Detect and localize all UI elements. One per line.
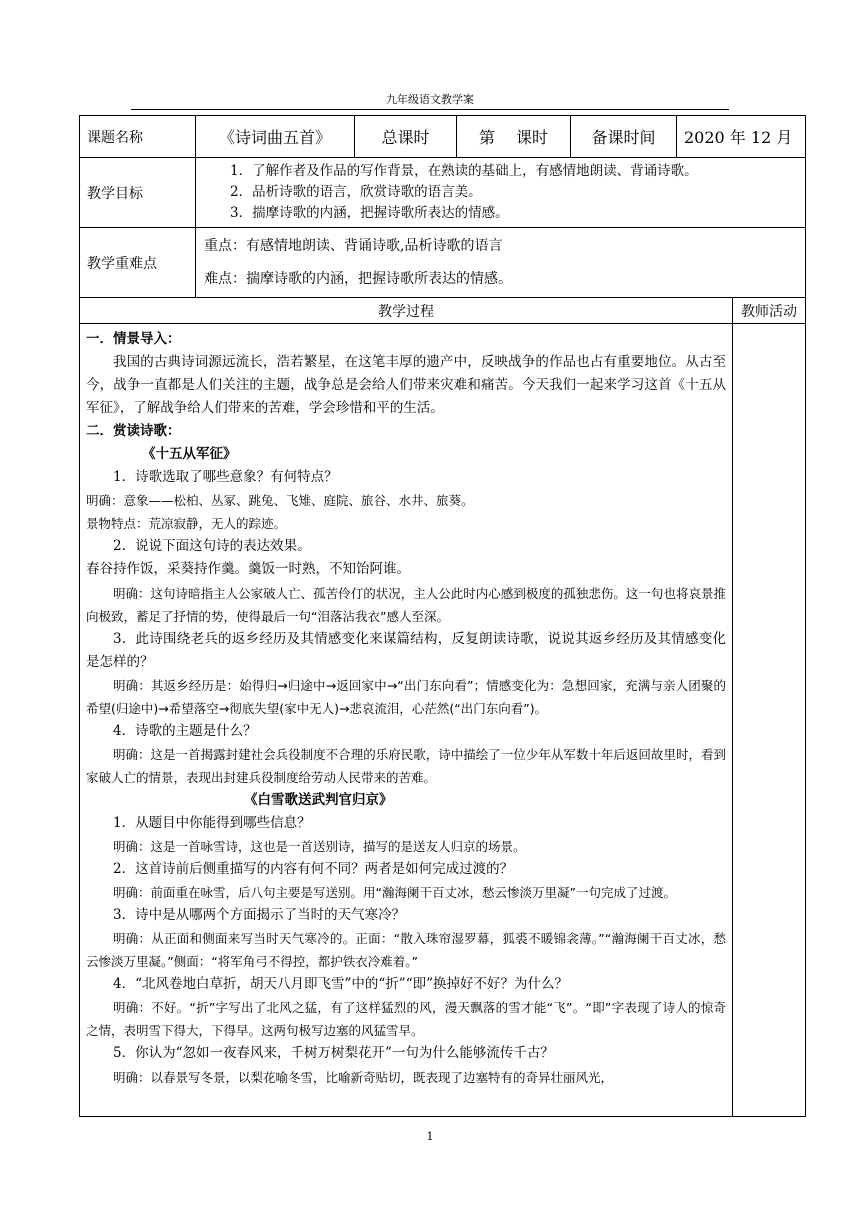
poem-title: 《白雪歌送武判官归京》	[244, 791, 393, 808]
focus-content	[196, 228, 806, 298]
title-value: 《诗词曲五首》	[196, 116, 355, 158]
question: 4．“北风卷地白草折，胡天八月即飞雪”中的“折”“即”换掉好不好？为什么？	[113, 976, 568, 993]
paragraph: 我国的古典诗词源远流长，浩若繁星，在这笔丰厚的遗产中，反映战争的作品也占有重要地位。从古至今，战争一直都是人们关注的主题，战争总是会给人们带来灾难和痛苦。今天我们一起来学习这首《十五从军征》，了解战争给人们带来的苦难，学会珍惜和平的生活。	[86, 354, 726, 417]
focus-label: 教学重难点	[80, 228, 196, 298]
goal-item: 1．了解作者及作品的写作背景，在熟读的基础上，有感情地朗读、背诵诗歌。	[230, 163, 698, 179]
teacher-activity-header: 教师活动	[733, 298, 806, 324]
question: 2．这首诗前后侧重描写的内容有何不同？两者是如何完成过渡的？	[113, 861, 514, 878]
answer: 明确：不好。“折”字写出了北风之猛，有了这样猛烈的风，漫天飘落的雪才能“飞”。“即”字表现了诗人的惊奇之情，表明雪下得大，下得早。这两句极写边塞的风猛雪早。	[86, 1000, 726, 1039]
answer: 明确：这句诗暗指主人公家破人亡、孤苦伶仃的状况，主人公此时内心感到极度的孤独悲伤。这一句也将哀景推向极致，蓄足了抒情的势，使得最后一句“泪落沾我衣”感人至深。	[86, 585, 726, 624]
answer: 明确：从正面和侧面来写当时天气寒冷的。正面：“散入珠帘湿罗幕，狐裘不暖锦衾薄。”“瀚海阑干百丈冰，愁云惨淡万里凝。”侧面：“将军角弓不得控，都护铁衣冷难着。”	[86, 931, 726, 970]
process-header: 教学过程	[80, 298, 733, 324]
title-label: 课题名称	[80, 116, 196, 158]
process-body	[80, 324, 733, 1117]
key-point: 重点：有感情地朗读、背诵诗歌,品析诗歌的语言	[204, 238, 503, 254]
info-row	[80, 116, 806, 158]
goals-row	[80, 158, 806, 228]
goal-item: 2．品析诗歌的语言，欣赏诗歌的语言美。	[230, 184, 482, 200]
teacher-activity-cell	[733, 324, 806, 1117]
answer: 景物特点：荒凉寂静，无人的踪迹。	[86, 516, 287, 532]
total-lessons-label: 总课时	[355, 116, 457, 158]
header-rule	[131, 109, 729, 110]
answer: 明确：以春景写冬景，以梨花喻冬雪，比喻新奇贴切，既表现了边塞特有的奇异壮丽风光，	[113, 1069, 614, 1085]
question: 5．你认为“忽如一夜春风来，千树万树梨花开”一句为什么能够流传千古？	[113, 1045, 554, 1062]
goals-label: 教学目标	[80, 158, 196, 228]
question: 1．诗歌选取了哪些意象？有何特点？	[113, 469, 338, 486]
goals-content	[196, 158, 806, 228]
lesson-plan-table	[79, 115, 806, 1117]
prep-time-value: 2020 年 12 月	[677, 116, 806, 158]
answer: 明确：这是一首揭露封建社会兵役制度不合理的乐府民歌，诗中描绘了一位少年从军数十年后返回故里时，看到家破人亡的情景，表现出封建兵役制度给劳动人民带来的苦难。	[86, 746, 726, 785]
page-number: 1	[426, 1130, 434, 1143]
section-heading: 二．赏读诗歌：	[86, 423, 181, 440]
poem-line: 春谷持作饭，采葵持作羹。羹饭一时熟，不知饴阿谁。	[86, 561, 410, 578]
poem-title: 《十五从军征》	[142, 446, 237, 463]
question: 2．说说下面这句诗的表达效果。	[113, 538, 311, 555]
section-heading: 一．情景导入：	[86, 331, 181, 347]
page-header: 九年级语文教学案	[386, 93, 474, 106]
focus-row	[80, 228, 806, 298]
question: 1．从题目中你能得到哪些信息？	[113, 814, 311, 831]
difficulty-point: 难点：揣摩诗歌的内涵，把握诗歌所表达的情感。	[204, 271, 512, 287]
process-header-row	[80, 298, 806, 324]
goal-item: 3．揣摩诗歌的内涵，把握诗歌所表达的情感。	[230, 205, 509, 221]
prep-time-label: 备课时间	[571, 116, 677, 158]
answer: 明确：这是一首咏雪诗，这也是一首送别诗，描写的是送友人归京的场景。	[113, 839, 526, 855]
process-body-row	[80, 324, 806, 1117]
answer: 明确：其返乡经历是：始得归→归途中→返回家中→“出门东向看”；情感变化为：急想回家，充满与亲人团聚的希望(归途中)→希望落空→彻底失望(家中无人)→悲哀流泪，心茫然(“出门东向看”)。	[86, 677, 726, 716]
lesson-number-label: 第 课时	[457, 116, 571, 158]
question: 4．诗歌的主题是什么？	[113, 722, 257, 739]
question: 3．诗中是从哪两个方面揭示了当时的天气寒冷？	[113, 907, 406, 924]
question: 3．此诗围绕老兵的返乡经历及其情感变化来谋篇结构，反复朗读诗歌，说说其返乡经历及其情感变化是怎样的？	[86, 630, 726, 670]
answer: 明确：意象——松柏、丛冢、跳兔、飞雉、庭院、旅谷、水井、旅葵。	[86, 493, 474, 509]
answer: 明确：前面重在咏雪，后八句主要是写送别。用“瀚海阑干百丈冰，愁云惨淡万里凝”一句完成了过渡。	[113, 885, 676, 901]
